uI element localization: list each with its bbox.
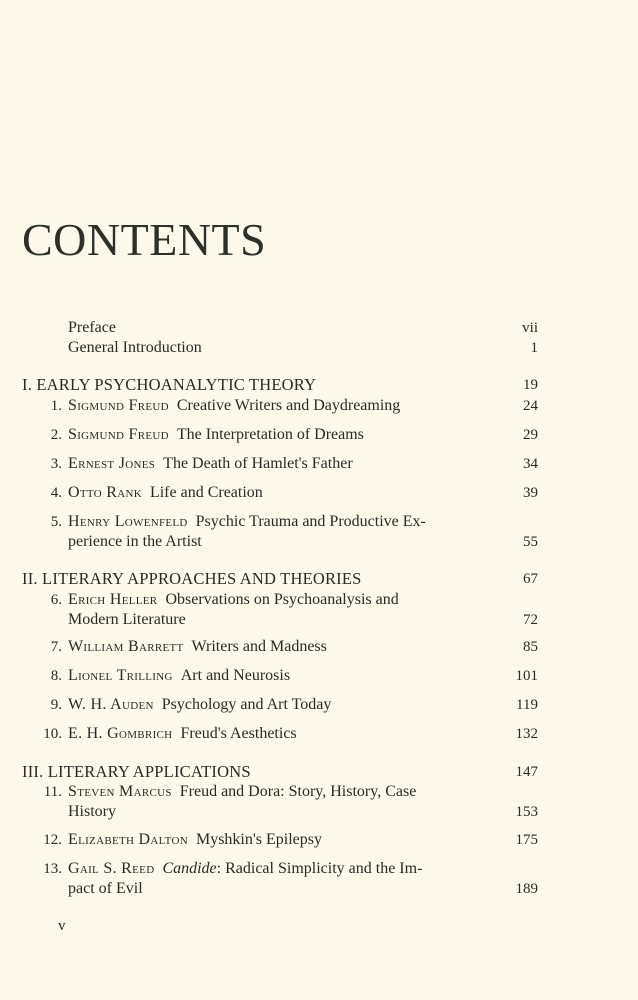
entry-number: 4. — [50, 485, 62, 501]
entry-title-continued: History — [68, 803, 116, 820]
entry-title: Life and Creation — [149, 484, 263, 501]
page-number: 189 — [515, 881, 538, 897]
entry-title: The Interpretation of Dreams — [176, 426, 364, 443]
entry-author: Henry Lowenfeld — [68, 513, 188, 530]
entry-author: Erich Heller — [68, 591, 158, 608]
page-number: 55 — [523, 534, 538, 550]
entry-title: Art and Neurosis — [180, 667, 291, 684]
entry-number: 2. — [50, 427, 62, 443]
entry-title-continued: perience in the Artist — [68, 533, 202, 550]
part-heading: I. EARLY PSYCHOANALYTIC THEORY — [22, 375, 317, 394]
entry-title: Freud's Aesthetics — [180, 725, 297, 742]
entry-label: Preface — [68, 319, 116, 336]
page-number: 132 — [515, 726, 538, 742]
page-number: 34 — [523, 456, 538, 472]
entry-number: 11. — [43, 784, 62, 800]
entry-author: E. H. Gombrich — [68, 725, 173, 742]
page-number: 1 — [530, 340, 538, 356]
entry-author: Ernest Jones — [68, 455, 156, 472]
entry-author: Lionel Trilling — [68, 667, 173, 684]
entry-author: Sigmund Freud — [68, 426, 169, 443]
entry-title: Observations on Psychoanalysis and — [165, 591, 399, 608]
entry-author: Elizabeth Dalton — [68, 831, 188, 848]
page-number: 19 — [523, 377, 538, 393]
page-number: 29 — [523, 427, 538, 443]
entry-title-continued: Modern Literature — [68, 611, 186, 628]
entry-title: : Radical Simplicity and the Im- — [216, 860, 423, 877]
page-number: 147 — [515, 764, 538, 780]
entry-title: Psychic Trauma and Productive Ex- — [195, 513, 426, 530]
entry-author: Sigmund Freud — [68, 397, 169, 414]
entry-author: W. H. Auden — [68, 696, 154, 713]
entry-title: Psychology and Art Today — [161, 696, 332, 713]
entry-label: General Introduction — [68, 339, 202, 356]
page-number: 39 — [523, 485, 538, 501]
entry-title: Creative Writers and Daydreaming — [176, 397, 401, 414]
entry-title: Myshkin's Epilepsy — [195, 831, 322, 848]
entry-author: Otto Rank — [68, 484, 142, 501]
part-heading: II. LITERARY APPROACHES AND THEORIES — [22, 569, 362, 588]
entry-title: Freud and Dora: Story, History, Case — [179, 783, 417, 800]
entry-number: 10. — [43, 726, 62, 742]
part-heading: III. LITERARY APPLICATIONS — [22, 762, 251, 781]
entry-title-italic: Candide — [162, 860, 217, 877]
entry-author: Gail S. Reed — [68, 860, 155, 877]
page-number: 101 — [515, 668, 538, 684]
entry-title: The Death of Hamlet's Father — [163, 455, 353, 472]
entry-number: 5. — [50, 514, 62, 530]
entry-author: William Barrett — [68, 638, 184, 655]
page-number: 67 — [523, 571, 538, 587]
page-number: 24 — [523, 398, 538, 414]
entry-title-continued: pact of Evil — [68, 880, 143, 897]
entry-number: 12. — [43, 832, 62, 848]
entry-number: 1. — [50, 398, 62, 414]
page-number: 72 — [523, 612, 538, 628]
entry-number: 8. — [50, 668, 62, 684]
page-number: 175 — [515, 832, 538, 848]
page-number: 119 — [516, 697, 538, 713]
entry-number: 6. — [50, 592, 62, 608]
entry-number: 3. — [50, 456, 62, 472]
entry-number: 9. — [50, 697, 62, 713]
entry-title: Writers and Madness — [191, 638, 327, 655]
folio-page-number: v — [58, 918, 66, 934]
page-number: 153 — [515, 804, 538, 820]
page-number: vii — [522, 320, 538, 336]
page-title: CONTENTS — [22, 213, 267, 265]
entry-author: Steven Marcus — [68, 783, 172, 800]
page-number: 85 — [523, 639, 538, 655]
entry-number: 13. — [43, 861, 62, 877]
entry-number: 7. — [50, 639, 62, 655]
